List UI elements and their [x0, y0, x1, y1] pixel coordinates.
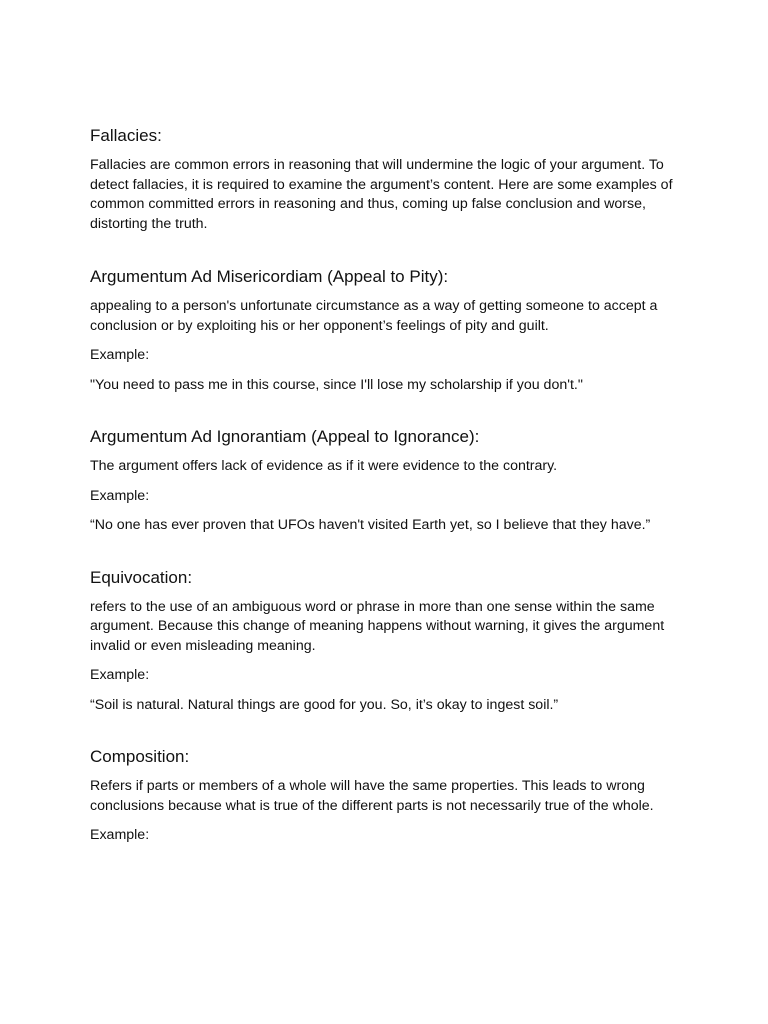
section-heading: Composition: — [90, 747, 190, 766]
section-paragraph: refers to the use of an ambiguous word or phrase in more than one sense within the same argument. Because this change of meaning happens without warning, it gives the argument invalid or even misleading meaning. — [90, 598, 665, 654]
section-appeal-to-pity — [90, 266, 682, 395]
section-fallacies — [90, 125, 682, 234]
section-paragraph: The argument offers lack of evidence as if it were evidence to the contrary. — [90, 458, 558, 474]
document-body — [90, 125, 682, 877]
section-heading: Argumentum Ad Misericordiam (Appeal to Pity): — [90, 267, 449, 286]
example-quote: “Soil is natural. Natural things are good for you. So, it’s okay to ingest soil.” — [90, 696, 559, 713]
example-label: Example: — [90, 347, 150, 363]
section-heading: Equivocation: — [90, 567, 193, 587]
section-paragraph: Fallacies are common errors in reasoning that will undermine the logic of your argument. To detect fallacies, it is required to examine the argument’s content. Here are some examples of common committed errors in reasoning and thus, coming up false conclusion and worse, distorting the truth. — [90, 157, 673, 232]
example-label: Example: — [90, 487, 150, 504]
example-label: Example: — [90, 667, 150, 683]
section-heading: Argumentum Ad Ignorantiam (Appeal to Ignorance): — [90, 427, 480, 446]
section-composition — [90, 746, 682, 846]
example-label: Example: — [90, 827, 150, 843]
section-heading: Fallacies: — [90, 126, 162, 145]
example-quote: "You need to pass me in this course, since I'll lose my scholarship if you don't." — [90, 376, 583, 393]
section-appeal-to-ignorance — [90, 426, 682, 536]
section-paragraph: appealing to a person's unfortunate circumstance as a way of getting someone to accept a conclusion or by exploiting his or her opponent’s feelings of pity and guilt. — [90, 298, 658, 334]
section-paragraph: Refers if parts or members of a whole will have the same properties. This leads to wrong conclusions because what is true of the different parts is not necessarily true of the whole. — [90, 778, 654, 814]
example-quote: “No one has ever proven that UFOs haven't visited Earth yet, so I believe that they have.” — [90, 517, 651, 533]
section-equivocation — [90, 567, 682, 716]
